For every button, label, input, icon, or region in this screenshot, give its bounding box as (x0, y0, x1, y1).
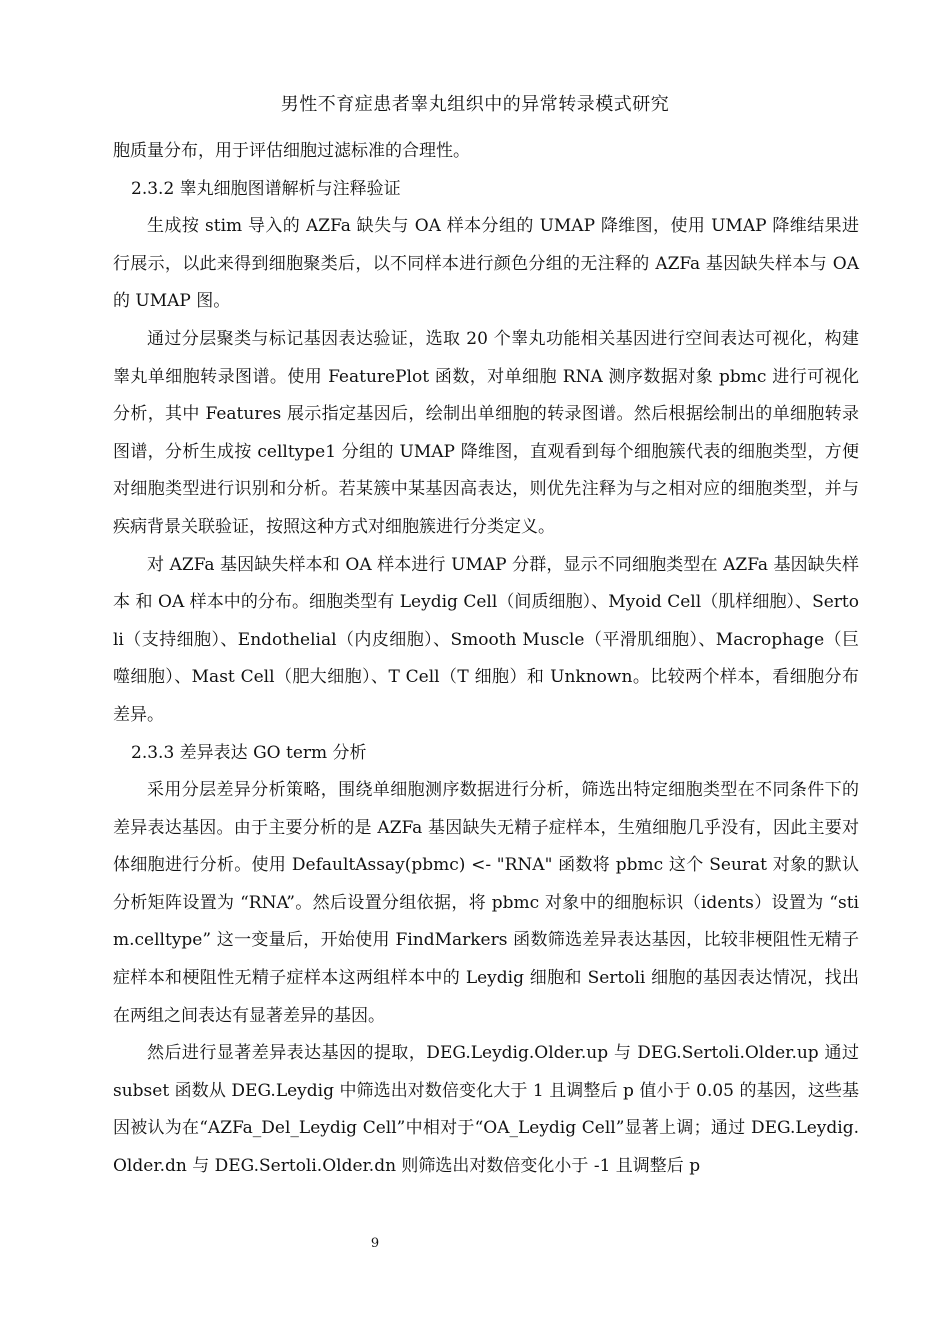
paragraph-continued: 胞质量分布，用于评估细胞过滤标准的合理性。 (113, 141, 470, 161)
section-heading-2-3-3: 2.3.3 差异表达 GO term 分析 (131, 742, 367, 763)
paragraph-differential-analysis: 采用分层差异分析策略，围绕单细胞测序数据进行分析，筛选出特定细胞类型在不同条件下的差异表达基因。由于主要分析的是 AZFa 基因缺失无精子症样本，生殖细胞几乎没有，因此主要对体细胞进行分析。使用 DefaultAssay(pbmc) <- "RNA" 函数将 pbmc 这个 Seurat 对象的默认分析矩阵设置为 “RNA”。然后设置分组依据，将 pbmc 对象中的细胞标识（idents）设置为 “stim.celltype” 这一变量后，开始使用 FindMarkers 函数筛选差异表达基因，比较非梗阻性无精子症样本和梗阻性无精子症样本这两组样本中的 Leydig 细胞和 Sertoli 细胞的基因表达情况，找出在两组之间表达有显著差异的基因。 (113, 780, 859, 1026)
page-number: 9 (370, 1236, 380, 1251)
document-body (113, 133, 859, 1186)
paragraph-cell-atlas: 通过分层聚类与标记基因表达验证，选取 20 个睾丸功能相关基因进行空间表达可视化，构建睾丸单细胞转录图谱。使用 FeaturePlot 函数，对单细胞 RNA 测序数据对象 pbmc 进行可视化分析，其中 Features 展示指定基因后，绘制出单细胞的转录图谱。然后根据绘制出的单细胞转录图谱，分析生成按 celltype1 分组的 UMAP 降维图，直观看到每个细胞簇代表的细胞类型，方便对细胞类型进行识别和分析。若某簇中某基因高表达，则优先注释为与之相对应的细胞类型，并与疾病背景关联验证，按照这种方式对细胞簇进行分类定义。 (113, 328, 859, 537)
paragraph-cell-types: 对 AZFa 基因缺失样本和 OA 样本进行 UMAP 分群，显示不同细胞类型在 AZFa 基因缺失样本 和 OA 样本中的分布。细胞类型有 Leydig Cell（间质细胞）、Myoid Cell（肌样细胞）、Sertoli（支持细胞）、Endothelial（内皮细胞）、Smooth Muscle（平滑肌细胞）、Macrophage（巨噬细胞）、Mast Cell（肥大细胞）、T Cell（T 细胞）和 Unknown。比较两个样本，看细胞分布差异。 (113, 554, 859, 725)
paragraph-umap-generation: 生成按 stim 导入的 AZFa 缺失与 OA 样本分组的 UMAP 降维图，使用 UMAP 降维结果进行展示，以此来得到细胞聚类后，以不同样本进行颜色分组的无注释的 AZFa 基因缺失样本与 OA 的 UMAP 图。 (113, 216, 859, 312)
page-header-title: 男性不育症患者睾丸组织中的异常转录模式研究 (280, 94, 670, 115)
paragraph-deg-extraction: 然后进行显著差异表达基因的提取，DEG.Leydig.Older.up 与 DEG.Sertoli.Older.up 通过 subset 函数从 DEG.Leydig 中筛选出对数倍变化大于 1 且调整后 p 值小于 0.05 的基因，这些基因被认为在“AZFa_Del_Leydig Cell”中相对于“OA_Leydig Cell”显著上调；通过 DEG.Leydig.Older.dn 与 DEG.Sertoli.Older.dn 则筛选出对数倍变化小于 -1 且调整后 p (113, 1043, 859, 1177)
section-heading-2-3-2: 2.3.2 睾丸细胞图谱解析与注释验证 (131, 178, 401, 199)
